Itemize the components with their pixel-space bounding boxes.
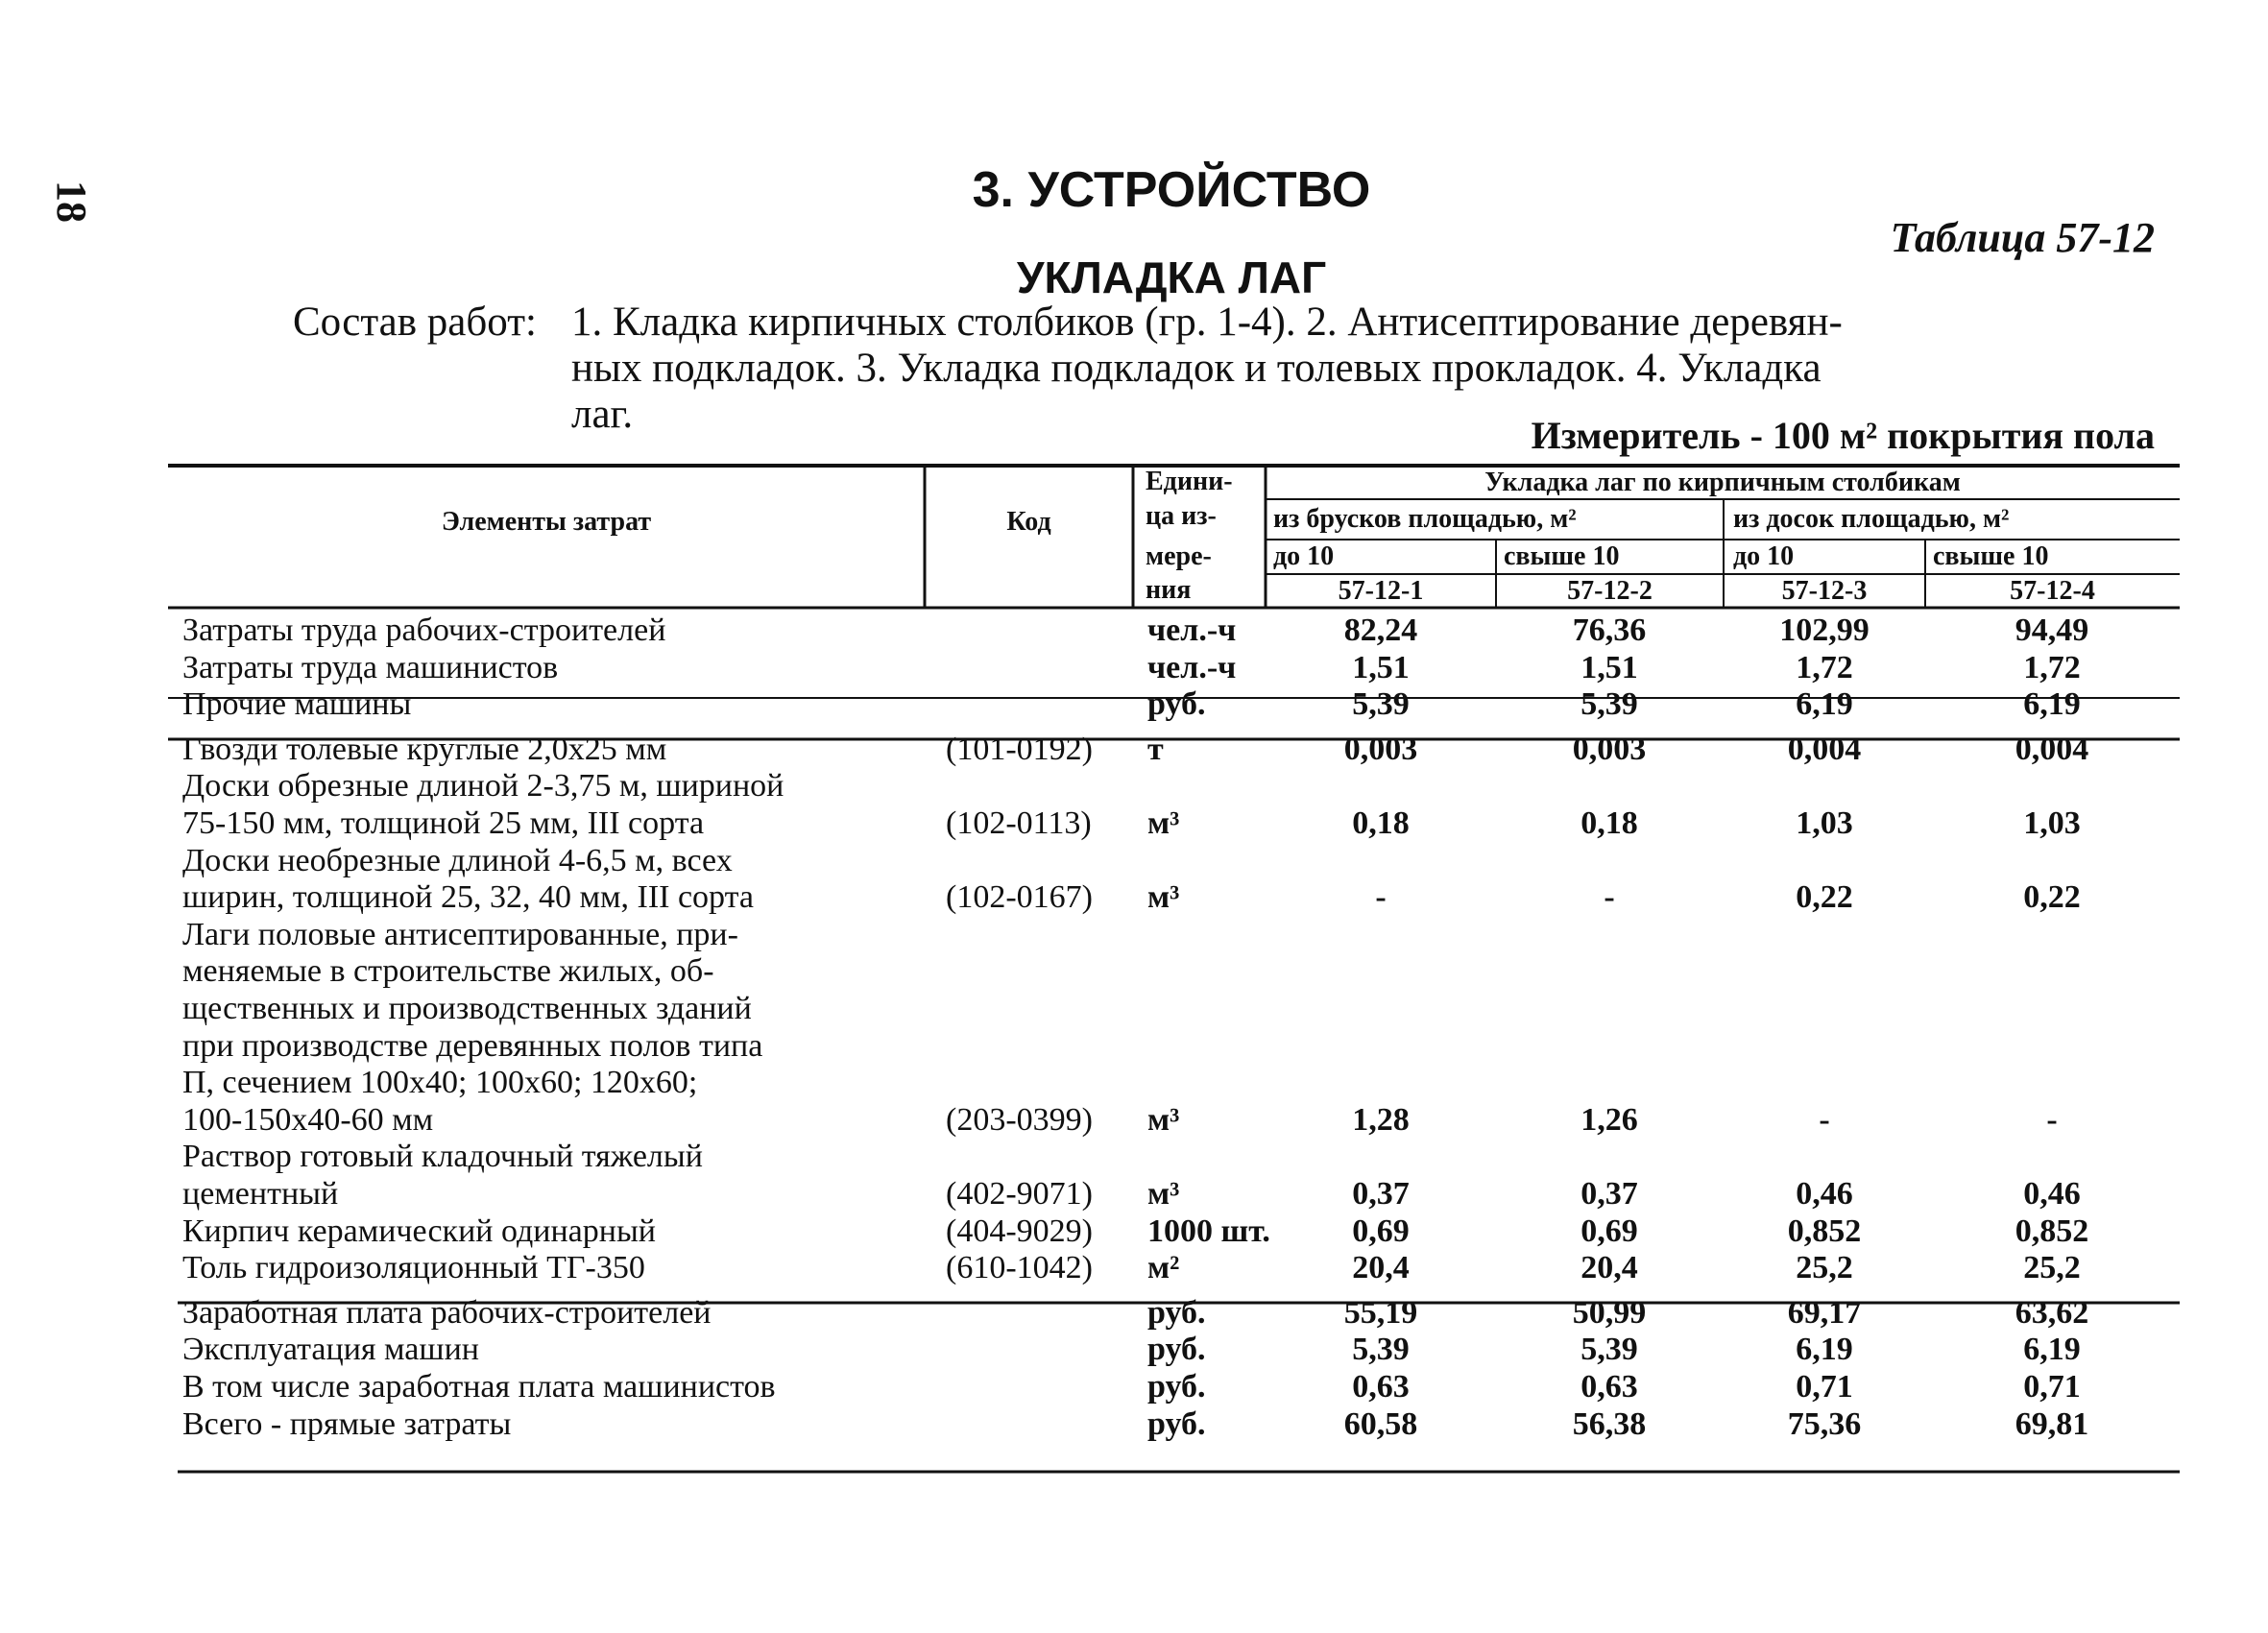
row-name: меняемые в строительстве жилых, об- bbox=[182, 953, 714, 990]
row-value-col-3: 0,004 bbox=[1787, 731, 1862, 767]
row-unit: руб. bbox=[1147, 686, 1206, 723]
row-value-col-4: 0,004 bbox=[2015, 731, 2089, 767]
header-range-4: свыше 10 bbox=[1933, 541, 2049, 571]
header-subgroup-bars: из брусков площадью, м² bbox=[1273, 504, 1577, 534]
row-value-col-1: 0,63 bbox=[1352, 1369, 1410, 1405]
header-column-code-1: 57-12-1 bbox=[1338, 576, 1424, 606]
row-name: Доски необрезные длиной 4-6,5 м, всех bbox=[182, 842, 733, 878]
row-value-col-2: 76,36 bbox=[1572, 612, 1647, 648]
row-value-col-3: 25,2 bbox=[1796, 1250, 1853, 1286]
row-name: Затраты труда машинистов bbox=[182, 649, 559, 685]
row-value-col-2: 0,003 bbox=[1572, 731, 1647, 767]
header-unit-line-3: мере- bbox=[1146, 541, 1212, 571]
row-unit: руб. bbox=[1147, 1405, 1206, 1442]
row-value-col-2: 0,69 bbox=[1580, 1213, 1638, 1249]
row-code: (402-9071) bbox=[946, 1176, 1093, 1212]
row-code: (404-9029) bbox=[946, 1213, 1093, 1249]
row-name: Всего - прямые затраты bbox=[182, 1405, 512, 1442]
row-value-col-2: 0,63 bbox=[1580, 1369, 1638, 1405]
row-value-col-4: 6,19 bbox=[2023, 686, 2081, 723]
header-column-code-3: 57-12-3 bbox=[1781, 576, 1868, 606]
row-value-col-3: 6,19 bbox=[1796, 1332, 1853, 1368]
table-id: Таблица 57-12 bbox=[1890, 214, 2155, 261]
row-value-col-3: 0,22 bbox=[1796, 879, 1853, 916]
row-value-col-4: 69,81 bbox=[2015, 1405, 2089, 1442]
row-value-col-4: 1,03 bbox=[2023, 805, 2081, 841]
row-value-col-1: 20,4 bbox=[1352, 1250, 1410, 1286]
row-name: щественных и производственных зданий bbox=[182, 991, 752, 1026]
row-value-col-4: 0,22 bbox=[2023, 879, 2081, 916]
row-unit: руб. bbox=[1147, 1332, 1206, 1368]
header-subgroup-boards: из досок площадью, м² bbox=[1733, 504, 2010, 534]
row-name: Прочие машины bbox=[182, 686, 412, 723]
row-value-col-4: 0,46 bbox=[2023, 1176, 2081, 1212]
row-value-col-3: 69,17 bbox=[1787, 1294, 1862, 1331]
header-unit-line-4: ния bbox=[1146, 575, 1192, 605]
row-name: 100-150х40-60 мм bbox=[182, 1101, 434, 1138]
header-code: Код bbox=[1006, 507, 1051, 537]
row-unit: руб. bbox=[1147, 1294, 1206, 1331]
row-value-col-1: - bbox=[1375, 879, 1387, 916]
row-code: (102-0113) bbox=[946, 805, 1092, 841]
section-title: 3. УСТРОЙСТВО bbox=[972, 162, 1371, 218]
row-value-col-3: 0,71 bbox=[1796, 1369, 1853, 1405]
header-group: Укладка лаг по кирпичным столбикам bbox=[1484, 468, 1961, 497]
header-elements: Элементы затрат bbox=[441, 507, 652, 537]
row-value-col-4: 63,62 bbox=[2015, 1294, 2089, 1331]
row-unit: чел.-ч bbox=[1147, 612, 1237, 648]
row-value-col-2: 56,38 bbox=[1572, 1405, 1647, 1442]
row-name: Эксплуатация машин bbox=[182, 1332, 479, 1368]
header-unit-line-2: ца из- bbox=[1146, 501, 1217, 531]
row-value-col-2: 1,51 bbox=[1580, 649, 1638, 685]
row-value-col-1: 82,24 bbox=[1343, 612, 1418, 648]
row-value-col-2: 1,26 bbox=[1580, 1101, 1638, 1138]
row-value-col-4: 0,852 bbox=[2015, 1213, 2089, 1249]
row-value-col-4: 94,49 bbox=[2015, 612, 2089, 648]
row-name: Толь гидроизоляционный ТГ-350 bbox=[182, 1250, 645, 1286]
row-value-col-1: 5,39 bbox=[1352, 686, 1410, 723]
row-value-col-2: 5,39 bbox=[1580, 1332, 1638, 1368]
row-value-col-1: 60,58 bbox=[1343, 1405, 1418, 1442]
row-name: П, сечением 100х40; 100х60; 120х60; bbox=[182, 1065, 698, 1101]
row-value-col-2: - bbox=[1604, 879, 1615, 916]
row-name: Кирпич керамический одинарный bbox=[182, 1213, 656, 1249]
row-name: Лаги половые антисептированные, при- bbox=[182, 916, 738, 952]
row-value-col-3: 0,46 bbox=[1796, 1176, 1853, 1212]
row-code: (101-0192) bbox=[946, 731, 1093, 767]
row-unit: м³ bbox=[1147, 1101, 1180, 1138]
row-value-col-4: - bbox=[2046, 1101, 2058, 1138]
row-value-col-1: 1,28 bbox=[1352, 1101, 1410, 1138]
row-value-col-2: 20,4 bbox=[1580, 1250, 1638, 1286]
row-name: при производстве деревянных полов типа bbox=[182, 1027, 763, 1064]
row-unit: м³ bbox=[1147, 1176, 1180, 1212]
row-value-col-1: 55,19 bbox=[1343, 1294, 1418, 1331]
header-range-1: до 10 bbox=[1273, 541, 1335, 571]
row-value-col-1: 5,39 bbox=[1352, 1332, 1410, 1368]
header-unit-line-1: Едини- bbox=[1146, 467, 1233, 496]
row-value-col-3: 1,03 bbox=[1796, 805, 1853, 841]
row-value-col-4: 6,19 bbox=[2023, 1332, 2081, 1368]
header-range-2: свыше 10 bbox=[1504, 541, 1620, 571]
row-value-col-1: 0,69 bbox=[1352, 1213, 1410, 1249]
row-name: 75-150 мм, толщиной 25 мм, III сорта bbox=[182, 805, 705, 841]
row-code: (610-1042) bbox=[946, 1250, 1093, 1286]
header-column-code-2: 57-12-2 bbox=[1567, 576, 1653, 606]
row-unit: м² bbox=[1147, 1250, 1180, 1286]
row-value-col-4: 0,71 bbox=[2023, 1369, 2081, 1405]
row-value-col-3: 102,99 bbox=[1779, 612, 1870, 648]
row-value-col-2: 5,39 bbox=[1580, 686, 1638, 723]
row-value-col-1: 0,18 bbox=[1352, 805, 1410, 841]
row-unit: м³ bbox=[1147, 805, 1180, 841]
work-composition-label: Состав работ: bbox=[293, 300, 537, 345]
row-value-col-1: 1,51 bbox=[1352, 649, 1410, 685]
row-value-col-3: 6,19 bbox=[1796, 686, 1853, 723]
row-value-col-3: 1,72 bbox=[1796, 649, 1853, 685]
row-code: (102-0167) bbox=[946, 879, 1093, 916]
row-value-col-1: 0,003 bbox=[1343, 731, 1418, 767]
row-value-col-4: 25,2 bbox=[2023, 1250, 2081, 1286]
row-unit: т bbox=[1147, 731, 1164, 767]
row-unit: м³ bbox=[1147, 879, 1180, 916]
header-column-code-4: 57-12-4 bbox=[2010, 576, 2095, 606]
row-value-col-3: 0,852 bbox=[1787, 1213, 1862, 1249]
row-name: Доски обрезные длиной 2-3,75 м, шириной bbox=[182, 768, 784, 804]
row-value-col-2: 50,99 bbox=[1572, 1294, 1647, 1331]
row-name: ширин, толщиной 25, 32, 40 мм, III сорта bbox=[182, 879, 754, 916]
row-name: Заработная плата рабочих-строителей bbox=[182, 1294, 712, 1331]
row-unit: чел.-ч bbox=[1147, 649, 1237, 685]
page-number: 18 bbox=[48, 180, 95, 223]
row-value-col-1: 0,37 bbox=[1352, 1176, 1410, 1212]
row-name: Затраты труда рабочих-строителей bbox=[182, 612, 666, 648]
row-name: Гвозди толевые круглые 2,0х25 мм bbox=[182, 731, 667, 767]
row-value-col-3: - bbox=[1819, 1101, 1830, 1138]
row-name: Раствор готовый кладочный тяжелый bbox=[182, 1139, 703, 1175]
row-value-col-2: 0,18 bbox=[1580, 805, 1638, 841]
row-value-col-4: 1,72 bbox=[2023, 649, 2081, 685]
row-unit: 1000 шт. bbox=[1147, 1213, 1270, 1249]
work-composition-text: 1. Кладка кирпичных столбиков (гр. 1-4). 2. Антисептирование деревян- ных подкладок. 3. Укладка подкладок и толевых прокладок. 4. Укладка лаг. bbox=[571, 300, 1843, 437]
row-name: В том числе заработная плата машинистов bbox=[182, 1369, 776, 1405]
document-title: УКЛАДКА ЛАГ bbox=[1016, 252, 1327, 302]
header-range-3: до 10 bbox=[1733, 541, 1795, 571]
row-code: (203-0399) bbox=[946, 1101, 1093, 1138]
row-value-col-2: 0,37 bbox=[1580, 1176, 1638, 1212]
measure-unit: Измеритель - 100 м² покрытия пола bbox=[1531, 414, 2155, 457]
row-unit: руб. bbox=[1147, 1369, 1206, 1405]
row-value-col-3: 75,36 bbox=[1787, 1405, 1862, 1442]
row-name: цементный bbox=[182, 1176, 339, 1212]
